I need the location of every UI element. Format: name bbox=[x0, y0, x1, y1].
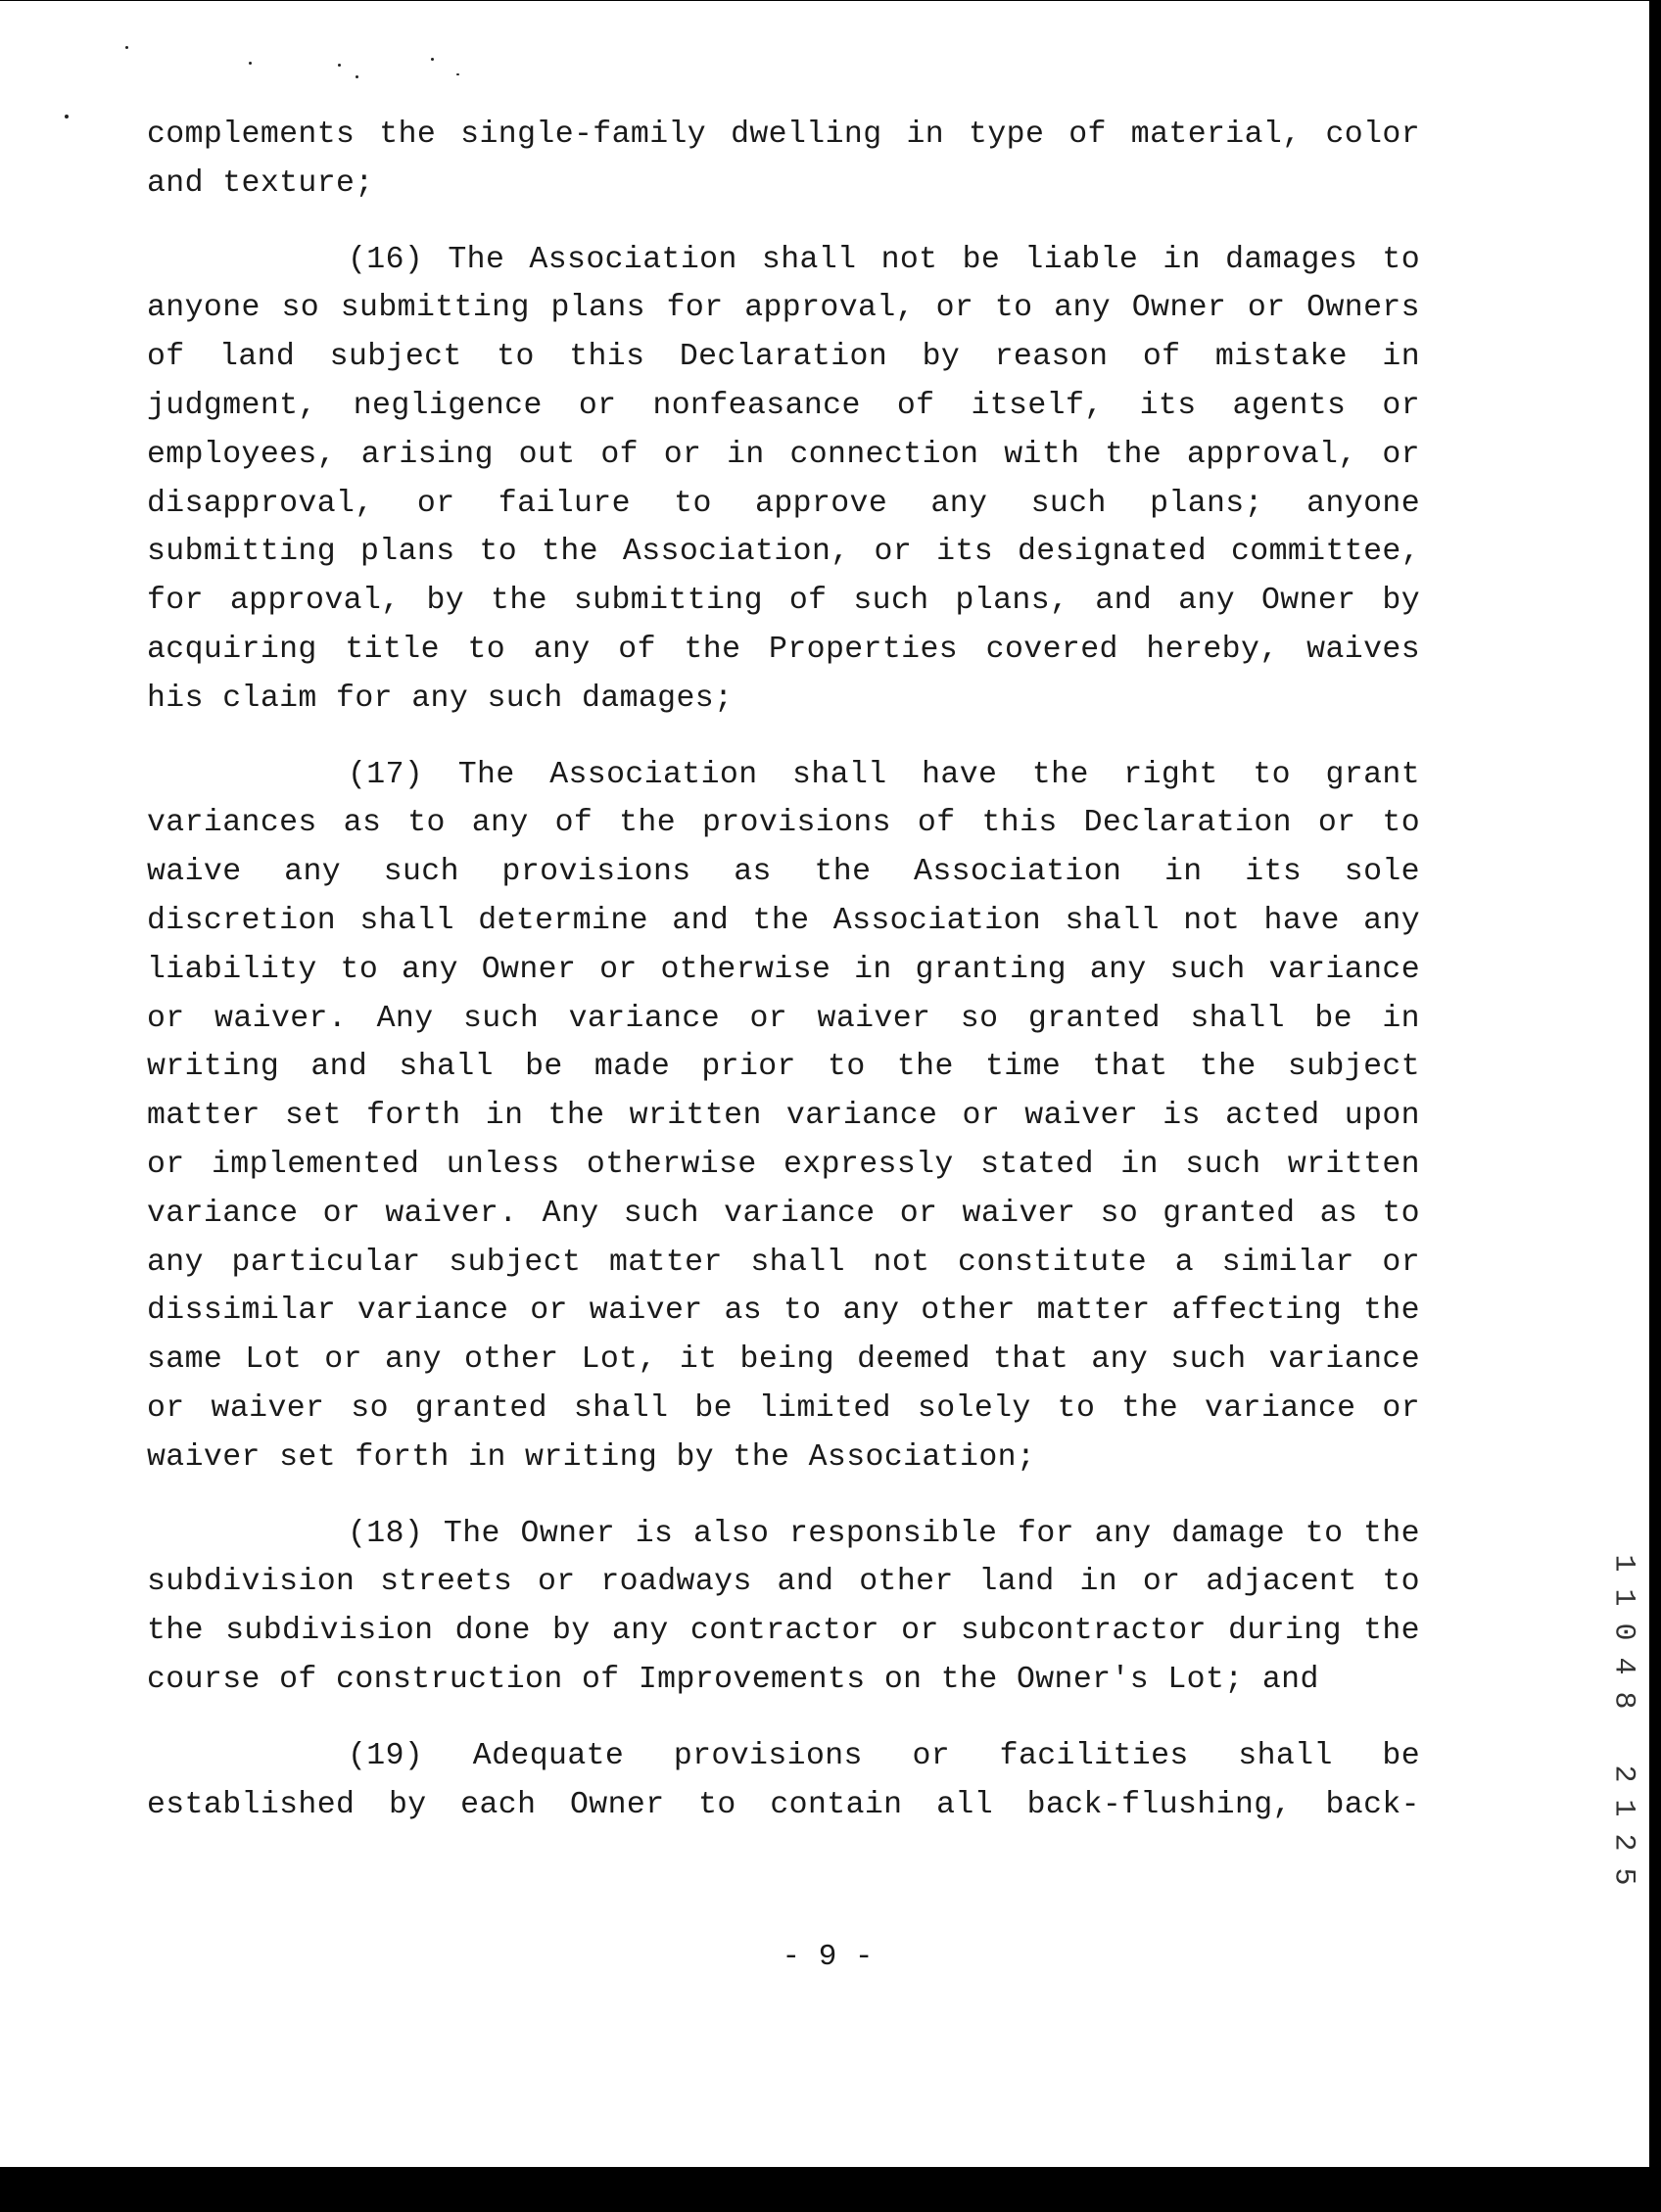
text-line: any particular subject matter shall not constitute a similar or bbox=[147, 1245, 1420, 1280]
scan-speck bbox=[65, 115, 69, 118]
text-line: (17) The Association shall have the right to grant bbox=[348, 757, 1420, 792]
scan-speck bbox=[431, 58, 434, 61]
text-line: (19) Adequate provisions or facilities shall be bbox=[348, 1738, 1420, 1773]
text-line: judgment, negligence or nonfeasance of itself, its agents or bbox=[147, 388, 1420, 423]
margin-reference-number bbox=[1606, 1546, 1639, 1894]
document-body bbox=[147, 111, 1420, 1829]
text-line: or waiver. Any such variance or waiver so granted shall be in bbox=[147, 1001, 1420, 1036]
text-line: (16) The Association shall not be liable in damages to bbox=[348, 242, 1420, 277]
paragraph-18 bbox=[147, 1510, 1420, 1705]
text-line: acquiring title to any of the Properties covered hereby, waives bbox=[147, 632, 1420, 667]
scan-border-bottom bbox=[0, 2167, 1661, 2212]
text-line: same Lot or any other Lot, it being deemed that any such variance bbox=[147, 1342, 1420, 1378]
scan-speck bbox=[456, 73, 459, 75]
text-line: anyone so submitting plans for approval, or to any Owner or Owners bbox=[147, 291, 1420, 326]
scan-speck bbox=[338, 64, 341, 67]
margin-digit: 1 bbox=[1606, 1799, 1640, 1817]
text-line: course of construction of Improvements on the Owner's Lot; and bbox=[147, 1662, 1319, 1697]
text-line: dissimilar variance or waiver as to any other matter affecting the bbox=[147, 1294, 1420, 1329]
page-number: - 9 - bbox=[782, 1940, 874, 1974]
text-line: waive any such provisions as the Association in its sole bbox=[147, 855, 1420, 890]
text-line: subdivision streets or roadways and other land in or adjacent to bbox=[147, 1565, 1420, 1600]
paragraph-17 bbox=[147, 751, 1420, 1483]
text-line: discretion shall determine and the Association shall not have any bbox=[147, 903, 1420, 938]
margin-digit: 5 bbox=[1606, 1867, 1640, 1886]
text-line: for approval, by the submitting of such plans, and any Owner by bbox=[147, 584, 1420, 619]
paragraph-19 bbox=[147, 1732, 1420, 1830]
margin-digit: 1 bbox=[1606, 1588, 1640, 1607]
text-line: his claim for any such damages; bbox=[147, 681, 734, 716]
margin-digit: 0 bbox=[1606, 1623, 1640, 1641]
text-line: or implemented unless otherwise expressly stated in such written bbox=[147, 1147, 1420, 1182]
paragraph-16 bbox=[147, 236, 1420, 724]
text-line: or waiver so granted shall be limited solely to the variance or bbox=[147, 1390, 1420, 1426]
margin-digit: 2 bbox=[1606, 1833, 1640, 1852]
margin-digit: 8 bbox=[1606, 1691, 1640, 1710]
text-line: waiver set forth in writing by the Association; bbox=[147, 1439, 1036, 1475]
margin-digit: 2 bbox=[1606, 1765, 1640, 1783]
paragraph-continuation bbox=[147, 111, 1420, 209]
text-line: liability to any Owner or otherwise in granting any such variance bbox=[147, 952, 1420, 987]
text-line: of land subject to this Declaration by reason of mistake in bbox=[147, 340, 1420, 375]
text-line: writing and shall be made prior to the time that the subject bbox=[147, 1050, 1420, 1085]
text-line: and texture; bbox=[147, 165, 374, 201]
scan-speck bbox=[356, 75, 358, 78]
text-line: disapproval, or failure to approve any such plans; anyone bbox=[147, 486, 1420, 521]
scan-speck bbox=[249, 62, 252, 65]
text-line: variances as to any of the provisions of this Declaration or to bbox=[147, 806, 1420, 841]
text-line: matter set forth in the written variance or waiver is acted upon bbox=[147, 1099, 1420, 1134]
margin-digit: 4 bbox=[1606, 1657, 1640, 1675]
text-line: employees, arising out of or in connection with the approval, or bbox=[147, 437, 1420, 472]
text-line: the subdivision done by any contractor or subcontractor during the bbox=[147, 1614, 1420, 1649]
text-line: variance or waiver. Any such variance or waiver so granted as to bbox=[147, 1196, 1420, 1231]
scan-speck bbox=[125, 46, 128, 49]
text-line: complements the single-family dwelling in type of material, color bbox=[147, 118, 1420, 152]
text-line: established by each Owner to contain all back-flushing, back- bbox=[147, 1787, 1420, 1822]
text-line: submitting plans to the Association, or its designated committee, bbox=[147, 535, 1420, 570]
text-line: (18) The Owner is also responsible for any damage to the bbox=[348, 1516, 1420, 1551]
margin-digit: 1 bbox=[1606, 1554, 1640, 1573]
